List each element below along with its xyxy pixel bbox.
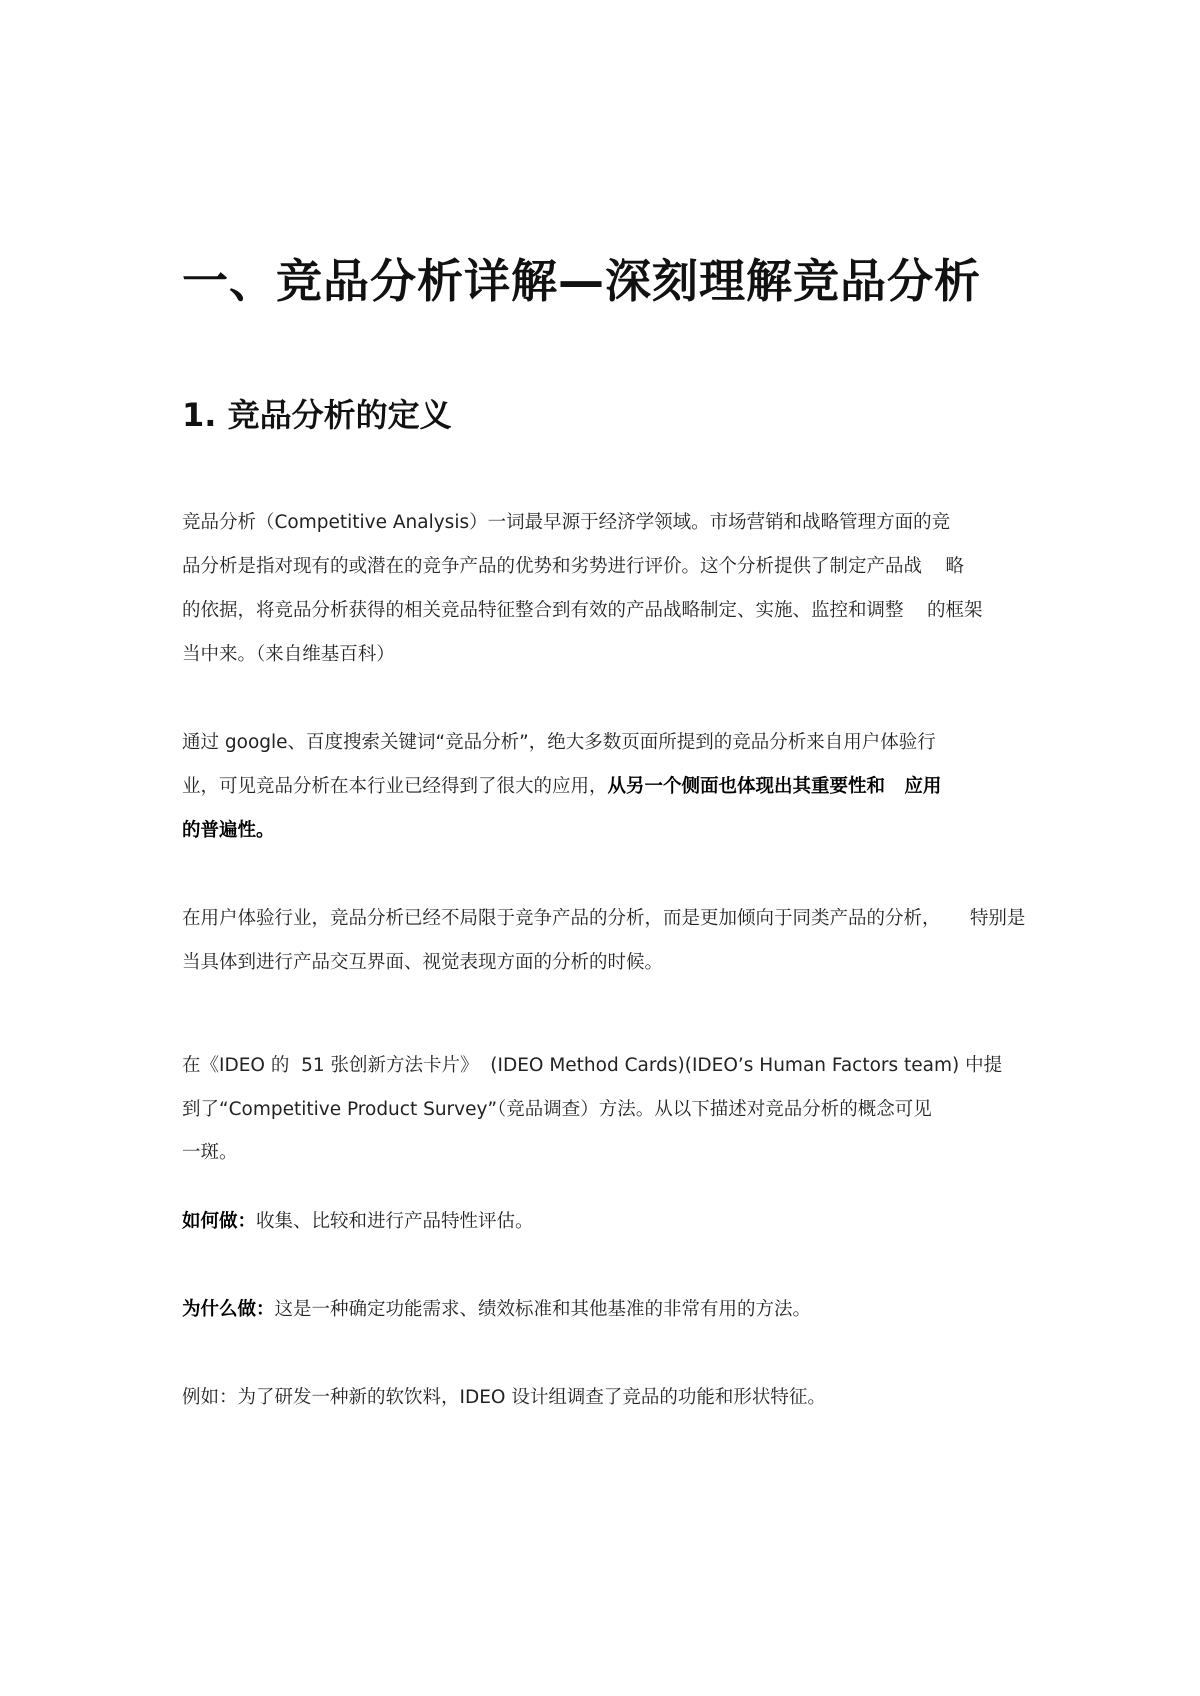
text-segment: 收集、比较和进行产品特性评估。: [256, 1211, 534, 1232]
text-segment: 的依据，将竞品分析获得的相关竞品特征整合到有效的产品战略制定、实施、监控和调整 的框架: [182, 600, 983, 621]
text-segment: 业，可见竞品分析在本行业已经得到了很大的应用，: [182, 776, 608, 797]
text-segment: 一斑。: [182, 1142, 238, 1163]
text-line: [182, 599, 983, 623]
document-title: 一、竞品分析详解—深刻理解竞品分析: [182, 254, 981, 308]
text-line: [182, 1210, 534, 1234]
text-line: [182, 1298, 811, 1322]
text-segment: 这是一种确定功能需求、绩效标准和其他基准的非常有用的方法。: [274, 1299, 812, 1320]
text-segment: 到了“Competitive Product Survey”（竞品调查）方法。从以下描述对竞品分析的概念可见: [182, 1099, 932, 1120]
text-line: [182, 775, 941, 799]
text-segment: 当中来。（来自维基百科）: [182, 644, 395, 665]
text-line: [182, 1386, 826, 1410]
text-segment: 当具体到进行产品交互界面、视觉表现方面的分析的时候。: [182, 952, 664, 973]
text-segment: 竞品分析（Competitive Analysis）一词最早源于经济学领域。市场营销和战略管理方面的竞: [182, 512, 951, 533]
text-line: [182, 1141, 238, 1165]
bold-text: 从另一个侧面也体现出其重要性和 应用: [607, 776, 942, 797]
text-line: [182, 951, 663, 975]
section-heading: 1. 竞品分析的定义: [182, 396, 452, 434]
text-segment: 品分析是指对现有的或潜在的竞争产品的优势和劣势进行评价。这个分析提供了制定产品战 略: [182, 556, 965, 577]
text-line: [182, 511, 950, 535]
text-line: [182, 1054, 1002, 1078]
text-segment: 在用户体验行业，竞品分析已经不局限于竞争产品的分析，而是更加倾向于同类产品的分析， 特别是: [182, 908, 1026, 929]
text-line: [182, 819, 275, 843]
text-line: [182, 1098, 932, 1122]
text-segment: 在《IDEO 的 51 张创新方法卡片》 (IDEO Method Cards)(IDEO’s Human Factors team) 中提: [182, 1055, 1003, 1076]
text-line: [182, 643, 395, 667]
bold-text: 的普遍性。: [182, 820, 275, 841]
text-segment: 通过 google、百度搜索关键词“竞品分析”，绝大多数页面所提到的竞品分析来自用户体验行: [182, 732, 936, 753]
text-line: [182, 731, 936, 755]
bold-text: 为什么做：: [182, 1299, 275, 1320]
text-line: [182, 555, 964, 579]
text-line: [182, 907, 1025, 931]
bold-text: 如何做：: [182, 1211, 257, 1232]
text-segment: 例如：为了研发一种新的软饮料，IDEO 设计组调查了竞品的功能和形状特征。: [182, 1387, 826, 1408]
